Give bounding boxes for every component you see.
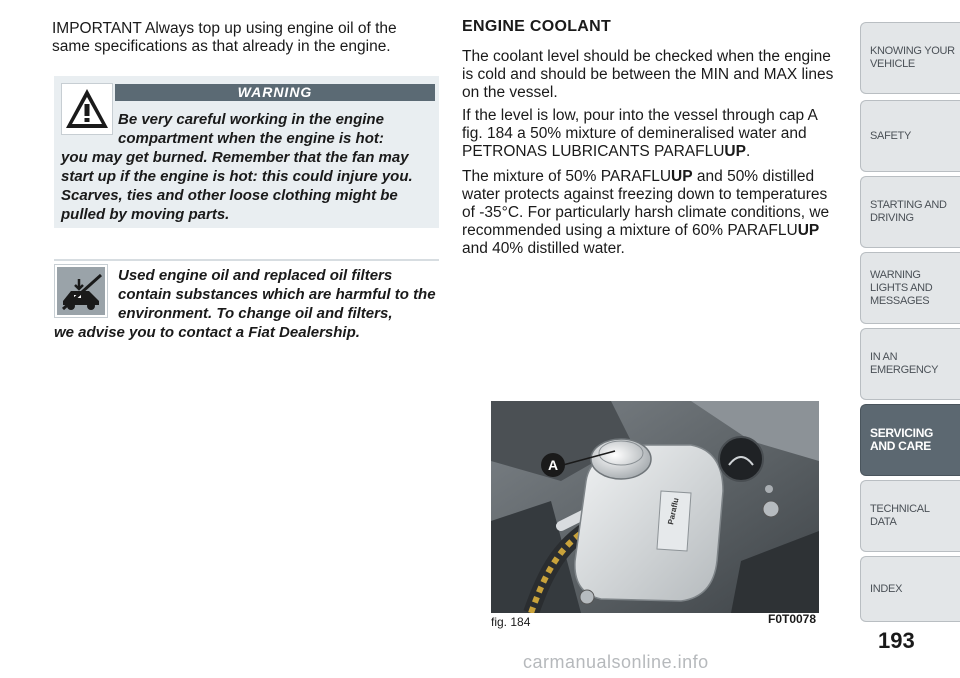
- warning-header: WARNING: [115, 84, 435, 101]
- paragraph-mixture: The mixture of 50% PARAFLUUP and 50% distilled water protects against freezing down to temperatures of -35°C. For particularly harsh climate conditions, we recommended using a mixture of 60% PARAFLUUP and 40% distilled water.: [462, 168, 830, 257]
- coolant-reservoir-figure: [491, 401, 819, 613]
- tank-brand-label: Paraflu: [666, 497, 681, 526]
- tab-in-an-emergency[interactable]: IN AN EMERGENCY: [860, 328, 960, 400]
- important-note: IMPORTANT Always top up using engine oil of the same specifications as that already in the engine.: [52, 20, 397, 55]
- figure-caption: fig. 184: [491, 615, 531, 629]
- tab-technical-data[interactable]: TECHNICAL DATA: [860, 480, 960, 552]
- environment-text-first: Used engine oil and replaced oil filters contain substances which are harmful to the environment. To change oil and filters,: [118, 267, 436, 322]
- warning-text-first: Be very careful working in the engine compartment when the engine is hot:: [118, 111, 384, 147]
- environment-divider: [54, 259, 439, 261]
- callout-a-label: A: [547, 457, 559, 473]
- tab-starting-and-driving[interactable]: STARTING AND DRIVING: [860, 176, 960, 248]
- warning-triangle-icon: [61, 83, 113, 135]
- section-title: ENGINE COOLANT: [462, 18, 612, 35]
- environment-icon: [54, 264, 108, 318]
- tab-safety[interactable]: SAFETY: [860, 100, 960, 172]
- tab-warning-lights[interactable]: WARNING LIGHTS AND MESSAGES: [860, 252, 960, 324]
- paragraph-level-check: The coolant level should be checked when the engine is cold and should be between the MIN and MAX lines on the vessel.: [462, 48, 834, 101]
- page-number: 193: [878, 628, 915, 653]
- watermark: carmanualsonline.info: [523, 652, 709, 672]
- tab-index[interactable]: INDEX: [860, 556, 960, 622]
- paragraph-top-up: If the level is low, pour into the vessel through cap A fig. 184 a 50% mixture of demineralised water and PETRONAS LUBRICANTS PARAFLUUP.: [462, 107, 817, 160]
- figure-code: F0T0078: [768, 612, 817, 626]
- tab-servicing-and-care[interactable]: SERVICING AND CARE: [860, 404, 960, 476]
- tab-knowing-your-vehicle[interactable]: KNOWING YOUR VEHICLE: [860, 22, 960, 94]
- environment-text-second: we advise you to contact a Fiat Dealership.: [54, 324, 360, 341]
- warning-text-second: you may get burned. Remember that the fan may start up if the engine is hot: this could injure you. Scarves, ties and other loose clothing might be pulled by moving parts.: [61, 149, 413, 223]
